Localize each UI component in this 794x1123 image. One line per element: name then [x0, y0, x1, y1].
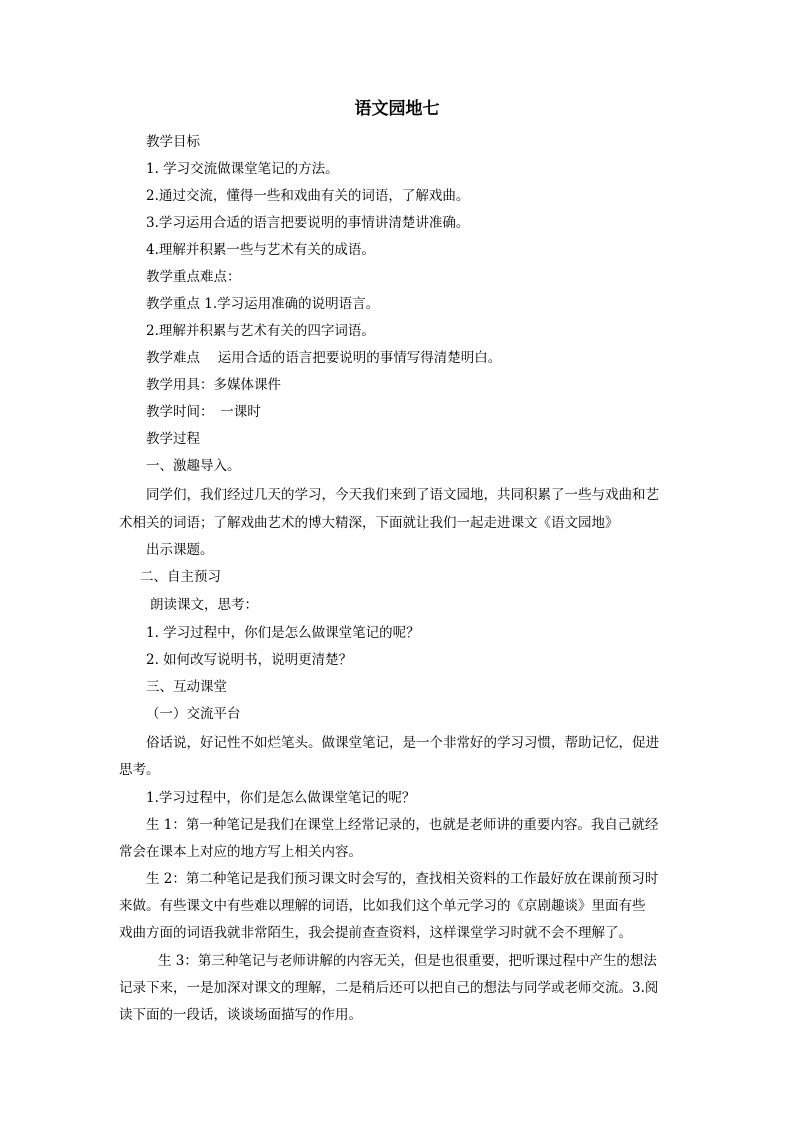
paragraph-line: 俗话说，好记性不如烂笔头。做课堂笔记，是一个非常好的学习习惯，帮助记忆，促进: [146, 735, 659, 751]
paragraph-line: 同学们，我们经过几天的学习，今天我们来到了语文园地，共同积累了一些与戏曲和艺: [146, 487, 659, 503]
paragraph-line: 读下面的一段话，谈谈场面描写的作用。: [119, 1007, 362, 1023]
difficult-point: 教学难点 运用合适的语言把要说明的事情写得清楚明白。: [146, 350, 502, 366]
paragraph-line: 记录下来，一是加深对课文的理解，二是稍后还可以把自己的想法与同学或老师交流。3.阅: [119, 980, 659, 996]
section-heading: 教学目标: [146, 134, 200, 150]
key-point: 2.理解并积累与艺术有关的四字词语。: [146, 323, 375, 339]
subsection-heading: （一）交流平台: [146, 706, 241, 722]
subsection-heading: 三、互动课堂: [146, 679, 227, 695]
paragraph-line: 朗读课文，思考：: [150, 597, 258, 613]
subsection-heading: 一、激趣导入。: [146, 458, 241, 474]
teaching-time: 教学时间： 一课时: [146, 404, 261, 420]
question-item: 1.学习过程中，你们是怎么做课堂笔记的呢？: [146, 790, 416, 806]
question-item: 1. 学习过程中，你们是怎么做课堂笔记的呢？: [146, 625, 420, 641]
objective-item: 4.理解并积累一些与艺术有关的成语。: [146, 242, 375, 258]
paragraph-line: 来做。有些课文中有些难以理解的词语，比如我们这个单元学习的《京剧趣谈》里面有些: [119, 898, 646, 914]
section-heading: 教学重点难点：: [146, 269, 241, 285]
question-item: 2. 如何改写说明书，说明更清楚？: [146, 652, 353, 668]
teaching-tools: 教学用具：多媒体课件: [146, 377, 281, 393]
paragraph-line: 生 1：第一种笔记是我们在课堂上经常记录的，也就是老师讲的重要内容。我自己就经: [146, 817, 659, 833]
paragraph-line: 思考。: [119, 762, 160, 778]
paragraph-line: 常会在课本上对应的地方写上相关内容。: [119, 844, 362, 860]
section-heading: 教学过程: [146, 431, 200, 447]
paragraph-line: 出示课题。: [146, 542, 214, 558]
paragraph-line: 生 2：第二种笔记是我们预习课文时会写的，查找相关资料的工作最好放在课前预习时: [146, 871, 659, 887]
paragraph-line: 戏曲方面的词语我就非常陌生，我会提前查查资料，这样课堂学习时就不会不理解了。: [119, 925, 632, 941]
objective-item: 2.通过交流，懂得一些和戏曲有关的词语，了解戏曲。: [146, 188, 470, 204]
objective-item: 1. 学习交流做课堂笔记的方法。: [146, 161, 339, 177]
objective-item: 3.学习运用合适的语言把要说明的事情讲清楚讲准确。: [146, 215, 470, 231]
paragraph-line: 术相关的词语；了解戏曲艺术的博大精深，下面就让我们一起走进课文《语文园地》: [119, 515, 619, 531]
page-title: 语文园地七: [354, 99, 440, 119]
paragraph-line: 生 3：第三种笔记与老师讲解的内容无关，但是也很重要，把听课过程中产生的想法: [158, 953, 657, 969]
key-point: 教学重点 1.学习运用准确的说明语言。: [146, 296, 380, 312]
subsection-heading: 二、自主预习: [140, 569, 221, 585]
